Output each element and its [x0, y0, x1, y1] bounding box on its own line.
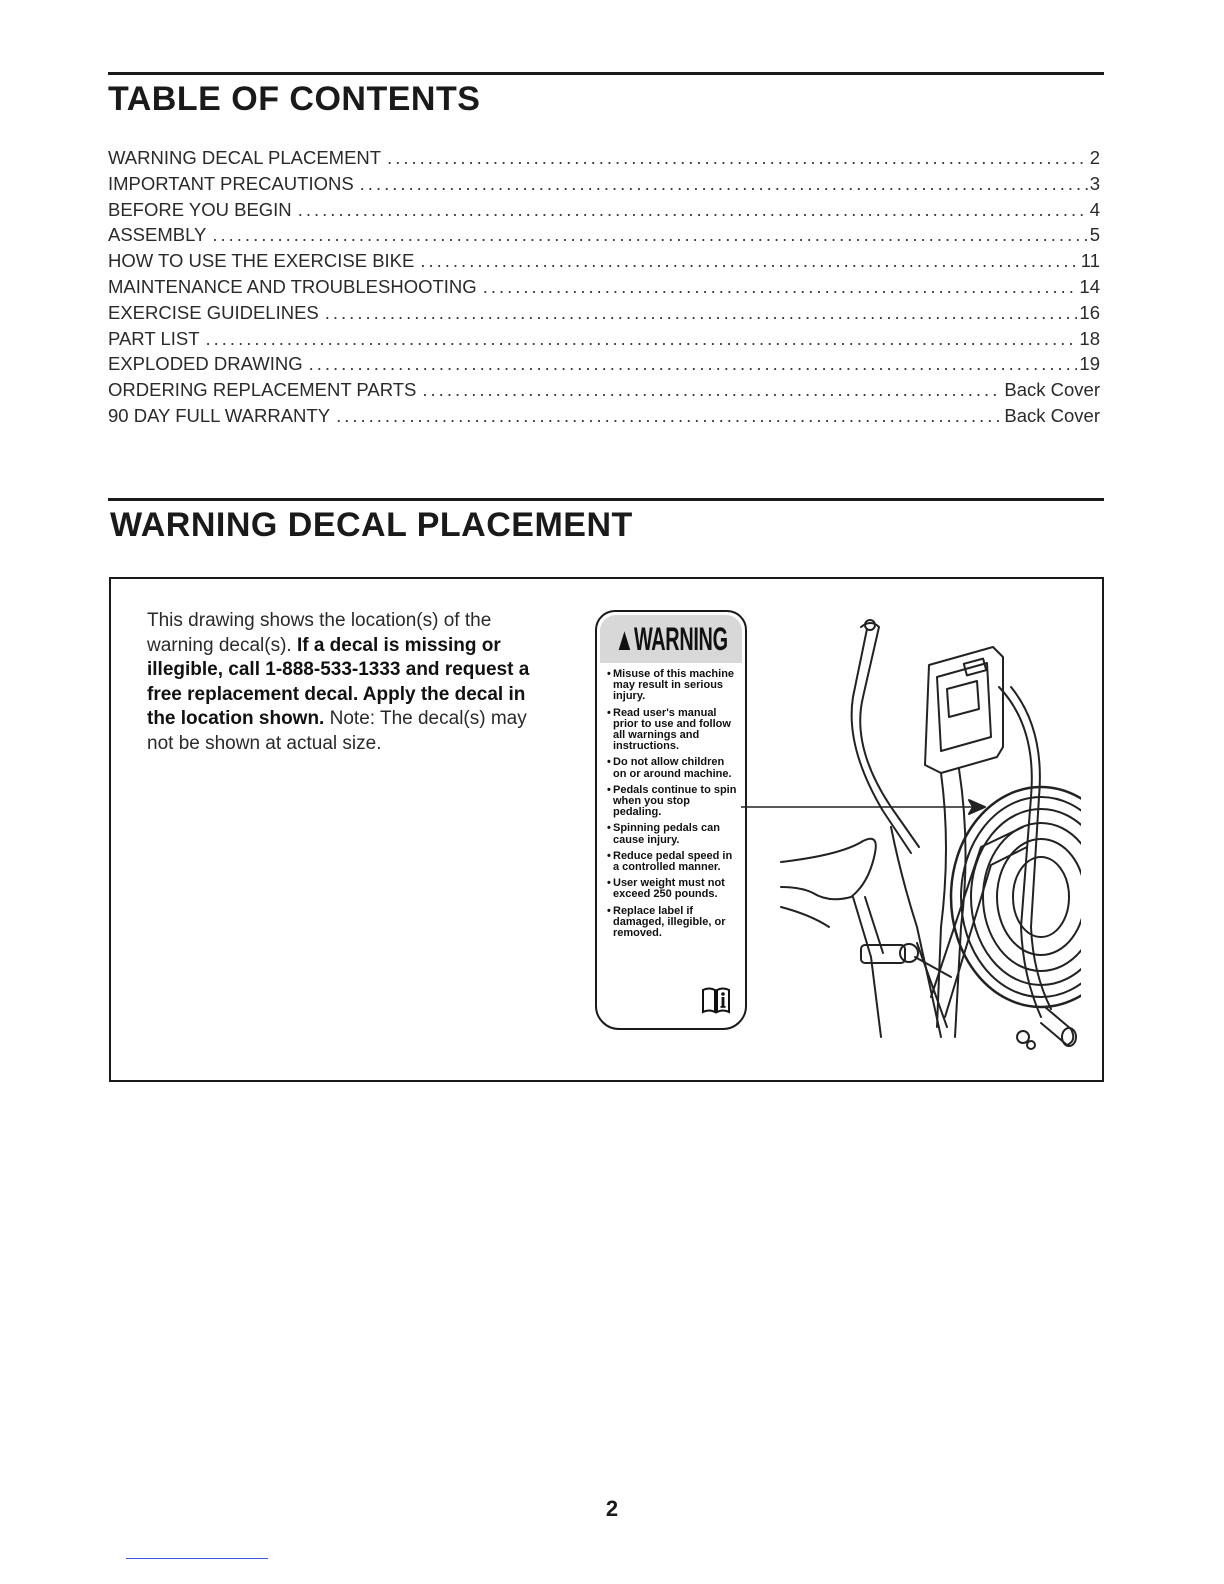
- toc-leader-dots: [298, 197, 1088, 223]
- toc-entry: [108, 403, 1100, 429]
- warning-top-rule: [108, 498, 1104, 501]
- decal-warning-item: • Do not allow children on or around machine.: [607, 757, 737, 779]
- intro-bold: If a decal is missing or illegible, call 1-888-533-1333 and request a free replacement decal. Apply the decal in the location shown.: [147, 634, 530, 730]
- toc-entry-title: EXPLODED DRAWING: [108, 353, 303, 375]
- toc-entry: [108, 145, 1100, 171]
- toc-entry-page: Back Cover: [1004, 404, 1100, 426]
- toc-entry-page: 4: [1089, 198, 1100, 220]
- decal-warning-item: • Read user's manual prior to use and follow all warnings and instructions.: [607, 708, 737, 753]
- toc-entry: [108, 377, 1100, 403]
- toc-entry-page: 18: [1079, 327, 1100, 349]
- decal-warning-item: • Reduce pedal speed in a controlled manner.: [607, 851, 737, 873]
- decal-items: [597, 669, 745, 939]
- toc-leader-dots: [206, 326, 1078, 352]
- decal-warning-item: • User weight must not exceed 250 pounds.: [607, 878, 737, 900]
- toc-entry-page: 14: [1079, 275, 1100, 297]
- toc-entry-page: 3: [1089, 172, 1100, 194]
- toc-entry-title: HOW TO USE THE EXERCISE BIKE: [108, 250, 415, 272]
- toc-entry-page: 2: [1089, 147, 1100, 168]
- toc-leader-dots: [483, 274, 1078, 300]
- toc-entry-page: Back Cover: [1004, 379, 1100, 401]
- toc-entry: [108, 326, 1100, 352]
- toc-leader-dots: [336, 403, 1002, 429]
- toc-entry: [108, 248, 1100, 274]
- toc-entry: [108, 197, 1100, 223]
- toc-leader-dots: [309, 351, 1078, 377]
- toc-entry-title: 90 DAY FULL WARRANTY: [108, 404, 331, 426]
- toc-entry-title: IMPORTANT PRECAUTIONS: [108, 172, 354, 194]
- decal-intro-text: [147, 609, 557, 757]
- toc-leader-dots: [387, 145, 1088, 171]
- intro-plain-1: This drawing shows the location(s) of the warning decal(s).: [147, 610, 492, 656]
- toc-entry-page: 19: [1079, 353, 1100, 375]
- toc-entry: [108, 171, 1100, 197]
- toc-entry-title: WARNING DECAL PLACEMENT: [108, 147, 382, 168]
- toc-entry-page: 11: [1080, 250, 1100, 272]
- toc-entry-page: 5: [1089, 224, 1100, 246]
- decal-warning-item: • Misuse of this machine may result in serious injury.: [607, 669, 737, 703]
- toc-entry-title: EXERCISE GUIDELINES: [108, 301, 319, 323]
- toc-entry-title: MAINTENANCE AND TROUBLESHOOTING: [108, 275, 477, 297]
- footer-link-line: [126, 1558, 268, 1559]
- toc-entry: [108, 274, 1100, 300]
- toc-entry-title: ASSEMBLY: [108, 224, 207, 246]
- toc-leader-dots: [422, 377, 1002, 403]
- warning-triangle-icon: ▲: [614, 620, 634, 657]
- warning-heading: WARNING DECAL PLACEMENT: [110, 506, 633, 544]
- toc-list: [108, 145, 1100, 429]
- decal-header: [600, 615, 742, 663]
- decal-placement-box: [109, 577, 1104, 1082]
- toc-entry-title: ORDERING REPLACEMENT PARTS: [108, 379, 417, 401]
- toc-heading: TABLE OF CONTENTS: [108, 80, 481, 118]
- toc-leader-dots: [325, 300, 1078, 326]
- decal-header-text: [614, 621, 727, 658]
- toc-entry: [108, 222, 1100, 248]
- decal-warning-item: • Pedals continue to spin when you stop pedaling.: [607, 785, 737, 819]
- decal-title: WARNING: [633, 620, 728, 657]
- toc-top-rule: [108, 72, 1104, 75]
- warning-decal: [595, 610, 747, 1030]
- toc-entry-page: 16: [1079, 301, 1100, 323]
- toc-entry: [108, 300, 1100, 326]
- toc-leader-dots: [420, 248, 1078, 274]
- manual-info-icon: [701, 986, 731, 1014]
- toc-entry-title: PART LIST: [108, 327, 200, 349]
- toc-leader-dots: [212, 222, 1087, 248]
- toc-leader-dots: [360, 171, 1088, 197]
- intro-plain-2: Note: The decal(s) may not be shown at actual size.: [147, 708, 527, 754]
- page-number: 2: [605, 1496, 619, 1521]
- toc-entry: [108, 351, 1100, 377]
- toc-entry-title: BEFORE YOU BEGIN: [108, 198, 292, 220]
- decal-warning-item: • Replace label if damaged, illegible, or removed.: [607, 906, 737, 940]
- decal-warning-item: • Spinning pedals can cause injury.: [607, 823, 737, 845]
- exercise-bike-drawing: [741, 597, 1081, 1067]
